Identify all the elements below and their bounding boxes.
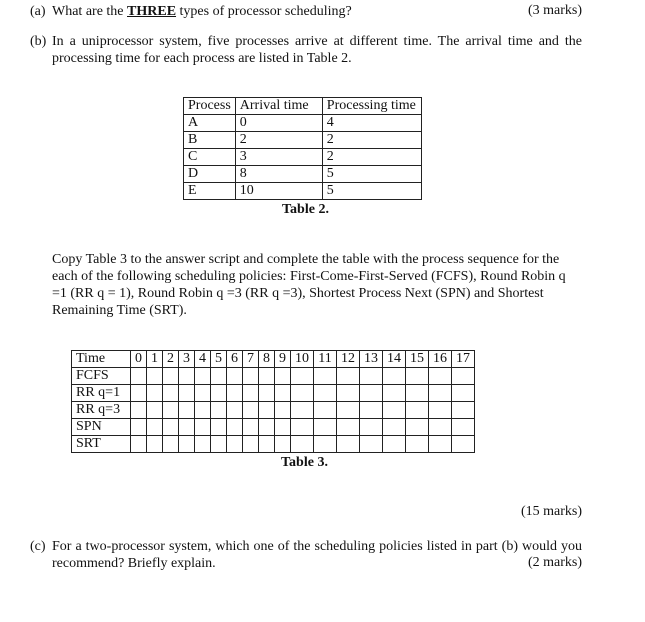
time-header-cell: 8	[259, 351, 275, 368]
table-cell	[147, 419, 163, 436]
time-header-cell: 17	[452, 351, 475, 368]
time-header-cell: 10	[291, 351, 314, 368]
table-cell	[259, 402, 275, 419]
question-b-text: In a uniprocessor system, five processes arrive at different time. The arrival time and the processing time for each process are listed in Table 2.	[52, 34, 582, 66]
question-c-label: (c)	[30, 539, 46, 554]
table-cell	[360, 419, 383, 436]
table-cell	[131, 419, 147, 436]
table-row	[72, 419, 475, 436]
table-cell	[360, 368, 383, 385]
table-cell	[163, 436, 179, 453]
table-cell	[179, 419, 195, 436]
table-cell	[429, 368, 452, 385]
table-cell	[291, 419, 314, 436]
table-cell	[147, 385, 163, 402]
table-cell	[195, 436, 211, 453]
table-cell	[227, 385, 243, 402]
table-cell	[179, 385, 195, 402]
table-cell: 2	[235, 132, 322, 149]
policy-label-cell: FCFS	[72, 368, 131, 385]
table-cell	[131, 402, 147, 419]
table-cell: 2	[322, 149, 421, 166]
table-cell	[314, 368, 337, 385]
table-cell	[163, 402, 179, 419]
table-cell	[291, 436, 314, 453]
table-cell	[163, 385, 179, 402]
table-cell	[383, 368, 406, 385]
question-a-marks: (3 marks)	[527, 3, 582, 18]
table-cell	[243, 402, 259, 419]
time-header-cell: 5	[211, 351, 227, 368]
table-cell	[179, 436, 195, 453]
question-c-text: For a two-processor system, which one of the scheduling policies listed in part (b) would you recommend? Briefly explain.	[52, 539, 582, 571]
table-cell: 5	[322, 183, 421, 200]
copy-instructions: Copy Table 3 to the answer script and complete the table with the process sequence for the each of the following scheduling policies: First-Come-First-Served (FCFS), Round Robin q =1 (RR q = 1), Round Robin q =3 (RR q =3), Shortest Process Next (SPN) and Shortest Remaining Time (SRT).	[52, 252, 566, 318]
table-header-row	[72, 351, 475, 368]
table-cell	[195, 402, 211, 419]
time-header-cell: 6	[227, 351, 243, 368]
table-cell	[147, 368, 163, 385]
table-row	[72, 402, 475, 419]
question-c-marks: (2 marks)	[527, 555, 582, 570]
table-header-cell: Processing time	[322, 98, 421, 115]
table-row	[184, 149, 422, 166]
table-cell	[291, 402, 314, 419]
table-cell	[360, 385, 383, 402]
table-cell	[211, 368, 227, 385]
table-cell	[259, 385, 275, 402]
table-cell: 2	[322, 132, 421, 149]
table-cell	[337, 436, 360, 453]
table-cell	[291, 385, 314, 402]
table-cell: 4	[322, 115, 421, 132]
table-cell	[406, 385, 429, 402]
policy-label-cell: SRT	[72, 436, 131, 453]
table-cell	[243, 436, 259, 453]
time-header-cell: 16	[429, 351, 452, 368]
table-cell	[227, 368, 243, 385]
table-cell	[243, 385, 259, 402]
question-a-emphasis: THREE	[127, 4, 177, 19]
table-cell	[429, 436, 452, 453]
table-row	[72, 368, 475, 385]
table-cell	[275, 385, 291, 402]
table-cell	[275, 402, 291, 419]
table-cell: E	[184, 183, 236, 200]
table-cell	[227, 402, 243, 419]
table-cell	[211, 419, 227, 436]
table-cell	[275, 419, 291, 436]
table-cell	[163, 419, 179, 436]
table-cell	[275, 436, 291, 453]
time-header-cell: 15	[406, 351, 429, 368]
table-cell	[195, 385, 211, 402]
policy-label-cell: RR q=3	[72, 402, 131, 419]
policy-label-cell: SPN	[72, 419, 131, 436]
time-header-cell: 9	[275, 351, 291, 368]
table-cell: D	[184, 166, 236, 183]
table-cell	[259, 419, 275, 436]
table-cell	[243, 368, 259, 385]
table-cell	[337, 368, 360, 385]
table-cell	[259, 436, 275, 453]
policy-label-cell: RR q=1	[72, 385, 131, 402]
table-cell	[211, 402, 227, 419]
table-row	[184, 166, 422, 183]
table-cell	[147, 436, 163, 453]
table-cell	[452, 368, 475, 385]
table-cell	[406, 402, 429, 419]
question-a-text-post: types of processor scheduling?	[176, 4, 352, 19]
table-cell	[179, 402, 195, 419]
table-cell	[211, 436, 227, 453]
table-cell	[179, 368, 195, 385]
time-header-cell: 14	[383, 351, 406, 368]
time-header-cell: 1	[147, 351, 163, 368]
table-cell	[131, 436, 147, 453]
table-cell	[337, 402, 360, 419]
table-cell	[314, 385, 337, 402]
table-cell	[337, 385, 360, 402]
table-cell	[383, 419, 406, 436]
table-header-cell: Time	[72, 351, 131, 368]
table-cell	[131, 368, 147, 385]
table-cell	[429, 419, 452, 436]
table-cell: 0	[235, 115, 322, 132]
table-cell	[429, 402, 452, 419]
table-cell	[360, 402, 383, 419]
table-cell: 8	[235, 166, 322, 183]
table-cell	[314, 419, 337, 436]
table-cell: 3	[235, 149, 322, 166]
table-cell	[243, 419, 259, 436]
table-2-caption: Table 2.	[282, 202, 329, 217]
question-a-text	[52, 3, 582, 20]
table-header-row	[184, 98, 422, 115]
table-cell	[406, 419, 429, 436]
table-cell	[195, 419, 211, 436]
table-cell	[131, 385, 147, 402]
table-cell	[429, 385, 452, 402]
question-a-text-pre: What are the	[52, 4, 128, 19]
question-b-label: (b)	[30, 34, 47, 49]
table-cell: B	[184, 132, 236, 149]
time-header-cell: 3	[179, 351, 195, 368]
time-header-cell: 12	[337, 351, 360, 368]
table-cell: 5	[322, 166, 421, 183]
table-3-caption: Table 3.	[281, 455, 328, 470]
table-cell	[259, 368, 275, 385]
table-cell	[337, 419, 360, 436]
table-cell	[360, 436, 383, 453]
time-header-cell: 11	[314, 351, 337, 368]
table-cell	[227, 436, 243, 453]
table-cell	[195, 368, 211, 385]
time-header-cell: 4	[195, 351, 211, 368]
table-row	[184, 183, 422, 200]
question-c	[30, 538, 582, 572]
question-b	[30, 33, 582, 67]
process-table	[183, 97, 422, 200]
table-cell	[452, 436, 475, 453]
table-cell	[227, 419, 243, 436]
question-a-label: (a)	[30, 4, 46, 19]
table-cell: 10	[235, 183, 322, 200]
table-header-cell: Arrival time	[235, 98, 322, 115]
table-cell	[314, 402, 337, 419]
table-row	[72, 436, 475, 453]
question-a	[30, 3, 582, 20]
schedule-table	[71, 350, 475, 453]
table-cell	[406, 436, 429, 453]
table-cell	[314, 436, 337, 453]
table-cell	[452, 419, 475, 436]
time-header-cell: 13	[360, 351, 383, 368]
time-header-cell: 2	[163, 351, 179, 368]
table-cell	[452, 385, 475, 402]
table-cell	[383, 436, 406, 453]
table-cell: C	[184, 149, 236, 166]
table-row	[72, 385, 475, 402]
question-b-marks: (15 marks)	[520, 504, 582, 519]
table-cell	[291, 368, 314, 385]
table-cell	[383, 385, 406, 402]
time-header-cell: 0	[131, 351, 147, 368]
table-cell	[406, 368, 429, 385]
table-cell	[452, 402, 475, 419]
table-cell	[383, 402, 406, 419]
table-row	[184, 132, 422, 149]
table-header-cell: Process	[184, 98, 236, 115]
table-row	[184, 115, 422, 132]
time-header-cell: 7	[243, 351, 259, 368]
table-cell: A	[184, 115, 236, 132]
table-cell	[163, 368, 179, 385]
table-cell	[147, 402, 163, 419]
table-cell	[275, 368, 291, 385]
table-cell	[211, 385, 227, 402]
